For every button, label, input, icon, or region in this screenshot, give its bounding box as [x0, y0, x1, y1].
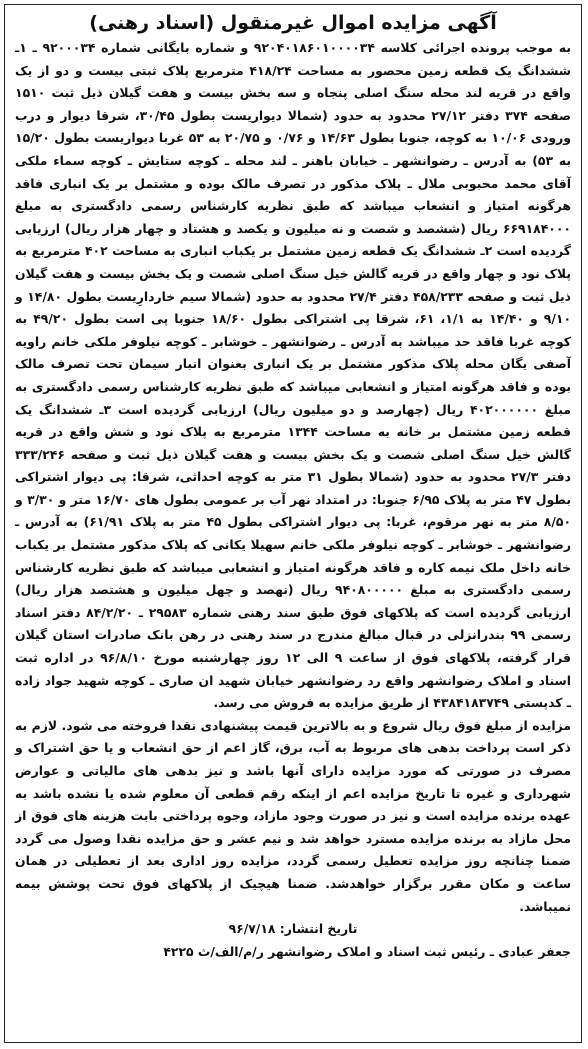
- publish-date: تاریخ انتشار: ۹۶/۷/۱۸: [228, 921, 358, 937]
- auction-notice: [4, 4, 582, 1043]
- signature-line: جعفر عبادی ـ رئیس ثبت اسناد و املاک رضوانشهر ر/م/الف/ث ۴۲۲۵: [163, 943, 571, 959]
- notice-paragraph-properties: به موجب پرونده اجرائی کلاسه ۹۲۰۴۰۱۸۶۰۱۰۰۰۰۳۴ و شماره بایگانی شماره ۹۲۰۰۰۳۴ ـ ۱ـ ششدانگ یک قطعه زمین محصور به مساحت ۴۱۸/۲۴ مترمربع پلاک ثبتی بیست و دو از یک واقع در قریه لند محله سنگ اصلی پنجاه و سه بخش بیست و هفت گیلان ذیل ثبت ۱۵۱۰ صفحه ۳۷۴ دفتر ۲۷/۱۲ محدود به حدود (شمالا دیواریست بطول ۳۰/۴۵، شرقا دیوار و درب ورودی ۱۰/۰۶ به کوچه، جنوبا بطول ۱۴/۶۳ و ۰/۷۶ و ۲۰/۷۵ به ۵۳ غربا دیواریست بطول ۱۵/۲۰ به ۵۳) به آدرس ـ رضوانشهر ـ خیابان باهنر ـ لند محله ـ کوچه ستایش ـ کوچه سماء ملکی آقای محمد محبوبی ملال ـ پلاک مذکور در تصرف مالک بوده و مشتمل بر یک انباری فاقد هرگونه امتیاز و انشعاب میباشد که طبق نظریه کارشناس رسمی دادگستری به مبلغ ۶۶۹۱۸۴۰۰۰ ریال (ششصد و شصت و نه میلیون و یکصد و هشتاد و چهار هزار ریال) ارزیابی گردیده است ۲ـ ششدانگ یک قطعه زمین مشتمل بر یکباب انباری به مساحت ۴۰۲ مترمربع به پلاک نود و چهار واقع در قریه گالش خیل سنگ اصلی شصت و یک بخش بیست و هفت گیلان ذیل ثبت و صفحه ۴۵۸/۲۳۳ دفتر ۲۷/۴ محدود به حدود (شمالا سیم خاردارِیست بطول ۱۴/۸۰ و ۹/۱۰ و ۱۴/۴۰ به ۱/۱، ۶۱، شرقا پی اشتراکی بطول ۱۸/۶۰ جنوبا پی است بطول ۴۹/۲۰ به کوچه غربا فاقد حد میباشد به آدرس ـ رضوانشهر ـ خوشابر ـ کوچه نیلوفر ملکی خانم راویه آصفی یگان محله پلاک مذکور مشتمل بر یک انباری بعنوان انبار سیمان تحت تصرف مالک بوده و فاقد هرگونه امتیاز و انشعابی میباشد که طبق نظریه کارشناس رسمی دادگستری به مبلغ ۴۰۲۰۰۰۰۰۰ ریال (چهارصد و دو میلیون ریال) ارزیابی گردیده است ۳ـ ششدانگ یک قطعه زمین مشتمل بر خانه به مساحت ۱۳۴۴ مترمربع به پلاک نود و شش واقع در قریه گالش خیل سنگ اصلی شصت و یک بخش بیست و هفت گیلان ذیل ثبت و صفحه ۳۳۳/۲۴۶ دفتر ۲۷/۳ محدود به حدود (شمالا بطول ۳۱ متر به کوچه احداثی، شرقا: پی دیوار اشتراکی بطول ۴۷ متر به پلاک ۶/۹۵ جنوبا: در امتداد نهر آب بر عمومی بطول های ۱۶/۷۰ متر و ۳/۳۰ و ۸/۵۰ متر به نهر مرقوم، غربا: پی دیوار اشتراکی بطول ۴۵ متر به پلاک ۶۱/۹۱) به آدرس ـ رضوانشهر ـ خوشابر ـ کوچه نیلوفر ملکی خانم سهیلا یکانی که پلاک مذکور مشتمل بر یکباب خانه داخل ملک نیمه کاره و فاقد هرگونه امتیاز و انشعابی میباشد که طبق نظریه کارشناس رسمی دادگستری به مبلغ ۹۴۰۸۰۰۰۰۰ ریال (نهصد و چهل میلیون و هشتصد هزار ریال) ارزیابی گردیده است که پلاکهای فوق طبق سند رهنی شماره ۲۹۵۸۳ ـ ۸۴/۲/۲۰ دفتر اسناد رسمی ۹۹ بندرانزلی در قبال مبالغ مندرج در سند رهنی در رهن بانک صادرات استان گیلان قرار گرفته، پلاکهای فوق از ساعت ۹ الی ۱۲ روز چهارشنبه مورخ ۹۶/۸/۱۰ در اداره ثبت اسناد و املاک رضوانشهر واقع رد رضوانشهر خیابان شهید ان صاری ـ کوچه شهید جواد زاده ـ کدپستی ۴۳۸۴۱۸۳۷۴۹ از طریق مزایده به فروش می رسد.: [15, 40, 572, 711]
- notice-paragraph-terms: مزایده از مبلغ فوق ریال شروع و به بالاترین قیمت پیشنهادی نقدا فروخته می شود. لازم به ذکر است پرداخت بدهی های مربوط به آب، برق، گاز اعم از حق انشعاب و یا حق اشتراک و مصرف در صورتی که مورد مزایده دارای آنها باشد و نیز بدهی های مالیاتی و عوارض شهرداری و غیره تا تاریخ مزایده اعم از اینکه رقم قطعی آن معلوم شده یا نشده باشد به عهده برنده مزایده است و نیز در صورت وجود مازاد، وجوه پرداختی بابت هزینه های فوق از محل مازاد به برنده مزایده مسترد خواهد شد و نیم عشر و حق مزایده نقدا وصول می گردد ضمنا چنانچه روز مزایده تعطیل رسمی گردد، مزایده روز اداری بعد از تعطیلی در همان ساعت و مکان مقرر برگزار خواهدشد. ضمنا هیچیک از پلاکهای فوق تحت پوشش بیمه نمیباشد.: [15, 717, 571, 914]
- notice-title: آگهی مزایده اموال غیرمنقول (اسناد رهنی): [89, 12, 497, 34]
- notice-body: [15, 37, 571, 918]
